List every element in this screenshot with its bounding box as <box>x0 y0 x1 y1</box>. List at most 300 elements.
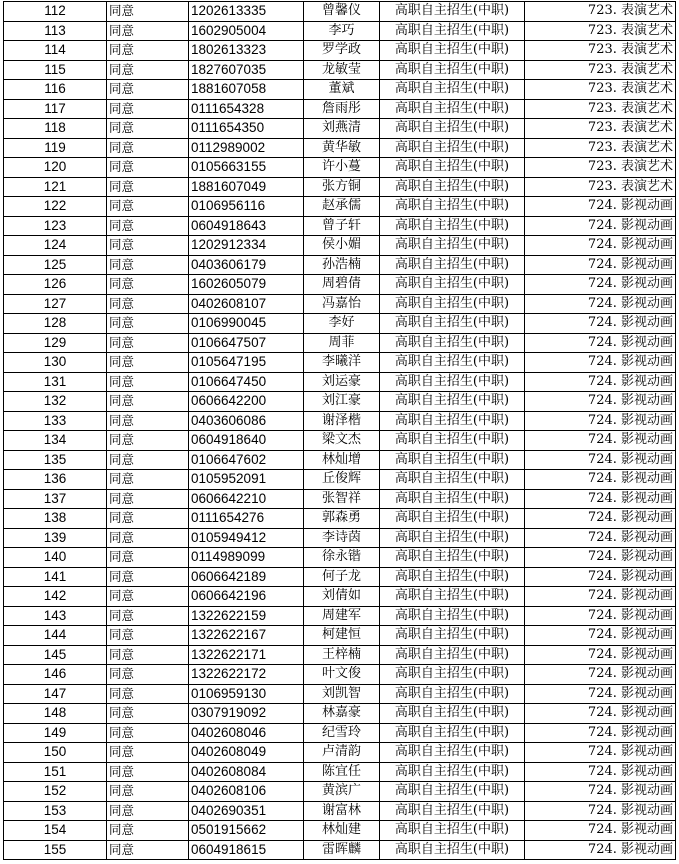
admission-category-cell: 高职自主招生(中职) <box>380 626 525 646</box>
approval-status-cell: 同意 <box>107 21 189 41</box>
table-row <box>4 782 676 802</box>
student-id-cell: 0402608049 <box>189 743 304 763</box>
row-number-cell: 114 <box>4 41 107 61</box>
table-row <box>4 353 676 373</box>
approval-status-cell: 同意 <box>107 99 189 119</box>
approval-status-cell: 同意 <box>107 392 189 412</box>
admission-category-cell: 高职自主招生(中职) <box>380 840 525 860</box>
row-number-cell: 118 <box>4 119 107 139</box>
admission-category-cell: 高职自主招生(中职) <box>380 294 525 314</box>
student-name-cell: 叶文俊 <box>304 665 380 685</box>
table-row <box>4 762 676 782</box>
student-id-cell: 0402608106 <box>189 782 304 802</box>
admission-category-cell: 高职自主招生(中职) <box>380 236 525 256</box>
student-name-cell: 赵承儒 <box>304 197 380 217</box>
admission-category-cell: 高职自主招生(中职) <box>380 567 525 587</box>
approval-status-cell: 同意 <box>107 762 189 782</box>
major-name-cell: 724. 影视动画 <box>525 392 676 412</box>
row-number-cell: 144 <box>4 626 107 646</box>
admission-category-cell: 高职自主招生(中职) <box>380 548 525 568</box>
admission-category-cell: 高职自主招生(中职) <box>380 606 525 626</box>
student-id-cell: 0106647602 <box>189 450 304 470</box>
row-number-cell: 130 <box>4 353 107 373</box>
row-number-cell: 119 <box>4 138 107 158</box>
major-name-cell: 724. 影视动画 <box>525 665 676 685</box>
student-name-cell: 刘运豪 <box>304 372 380 392</box>
student-id-cell: 1202912334 <box>189 236 304 256</box>
table-row <box>4 197 676 217</box>
major-name-cell: 724. 影视动画 <box>525 528 676 548</box>
student-id-cell: 0606642200 <box>189 392 304 412</box>
student-name-cell: 梁文杰 <box>304 431 380 451</box>
admission-category-cell: 高职自主招生(中职) <box>380 684 525 704</box>
row-number-cell: 155 <box>4 840 107 860</box>
table-row <box>4 411 676 431</box>
approval-status-cell: 同意 <box>107 275 189 295</box>
row-number-cell: 122 <box>4 197 107 217</box>
student-name-cell: 冯嘉怡 <box>304 294 380 314</box>
approval-status-cell: 同意 <box>107 333 189 353</box>
table-row <box>4 294 676 314</box>
student-id-cell: 0106647507 <box>189 333 304 353</box>
student-id-cell: 0106956116 <box>189 197 304 217</box>
row-number-cell: 150 <box>4 743 107 763</box>
row-number-cell: 135 <box>4 450 107 470</box>
approval-status-cell: 同意 <box>107 158 189 178</box>
student-name-cell: 许小蔓 <box>304 158 380 178</box>
major-name-cell: 724. 影视动画 <box>525 353 676 373</box>
student-name-cell: 张方铜 <box>304 177 380 197</box>
admission-category-cell: 高职自主招生(中职) <box>380 587 525 607</box>
table-row <box>4 158 676 178</box>
student-name-cell: 纪雪玲 <box>304 723 380 743</box>
student-id-cell: 0604918643 <box>189 216 304 236</box>
table-row <box>4 119 676 139</box>
table-row <box>4 372 676 392</box>
student-name-cell: 周碧倩 <box>304 275 380 295</box>
student-id-cell: 1322622171 <box>189 645 304 665</box>
table-row <box>4 489 676 509</box>
row-number-cell: 137 <box>4 489 107 509</box>
major-name-cell: 724. 影视动画 <box>525 294 676 314</box>
row-number-cell: 149 <box>4 723 107 743</box>
major-name-cell: 724. 影视动画 <box>525 216 676 236</box>
approval-status-cell: 同意 <box>107 821 189 841</box>
approval-status-cell: 同意 <box>107 548 189 568</box>
table-row <box>4 645 676 665</box>
admission-category-cell: 高职自主招生(中职) <box>380 80 525 100</box>
major-name-cell: 724. 影视动画 <box>525 275 676 295</box>
row-number-cell: 127 <box>4 294 107 314</box>
table-row <box>4 840 676 860</box>
admission-category-cell: 高职自主招生(中职) <box>380 138 525 158</box>
student-id-cell: 0402608046 <box>189 723 304 743</box>
admission-category-cell: 高职自主招生(中职) <box>380 60 525 80</box>
admission-category-cell: 高职自主招生(中职) <box>380 431 525 451</box>
row-number-cell: 124 <box>4 236 107 256</box>
student-id-cell: 1322622167 <box>189 626 304 646</box>
approval-status-cell: 同意 <box>107 138 189 158</box>
approval-status-cell: 同意 <box>107 587 189 607</box>
approval-status-cell: 同意 <box>107 60 189 80</box>
student-id-cell: 0106990045 <box>189 314 304 334</box>
approval-status-cell: 同意 <box>107 665 189 685</box>
student-id-cell: 1602905004 <box>189 21 304 41</box>
student-id-cell: 1827607035 <box>189 60 304 80</box>
approval-status-cell: 同意 <box>107 177 189 197</box>
table-row <box>4 587 676 607</box>
admission-category-cell: 高职自主招生(中职) <box>380 392 525 412</box>
approval-status-cell: 同意 <box>107 80 189 100</box>
admission-category-cell: 高职自主招生(中职) <box>380 158 525 178</box>
table-row <box>4 509 676 529</box>
approval-status-cell: 同意 <box>107 743 189 763</box>
table-row <box>4 567 676 587</box>
admission-category-cell: 高职自主招生(中职) <box>380 41 525 61</box>
table-row <box>4 138 676 158</box>
student-id-cell: 0403606086 <box>189 411 304 431</box>
admission-table-body <box>4 2 676 860</box>
student-id-cell: 0114989099 <box>189 548 304 568</box>
student-name-cell: 谢富林 <box>304 801 380 821</box>
admission-category-cell: 高职自主招生(中职) <box>380 353 525 373</box>
major-name-cell: 723. 表演艺术 <box>525 119 676 139</box>
student-id-cell: 0403606179 <box>189 255 304 275</box>
admission-category-cell: 高职自主招生(中职) <box>380 801 525 821</box>
admission-category-cell: 高职自主招生(中职) <box>380 665 525 685</box>
student-id-cell: 1881607058 <box>189 80 304 100</box>
student-name-cell: 林嘉豪 <box>304 704 380 724</box>
row-number-cell: 138 <box>4 509 107 529</box>
table-row <box>4 314 676 334</box>
major-name-cell: 724. 影视动画 <box>525 548 676 568</box>
admission-category-cell: 高职自主招生(中职) <box>380 372 525 392</box>
student-id-cell: 0105663155 <box>189 158 304 178</box>
major-name-cell: 723. 表演艺术 <box>525 177 676 197</box>
major-name-cell: 724. 影视动画 <box>525 801 676 821</box>
admission-category-cell: 高职自主招生(中职) <box>380 470 525 490</box>
row-number-cell: 132 <box>4 392 107 412</box>
student-name-cell: 郭森勇 <box>304 509 380 529</box>
major-name-cell: 723. 表演艺术 <box>525 60 676 80</box>
approval-status-cell: 同意 <box>107 567 189 587</box>
admission-category-cell: 高职自主招生(中职) <box>380 197 525 217</box>
row-number-cell: 116 <box>4 80 107 100</box>
major-name-cell: 723. 表演艺术 <box>525 80 676 100</box>
student-id-cell: 1322622172 <box>189 665 304 685</box>
major-name-cell: 724. 影视动画 <box>525 372 676 392</box>
approval-status-cell: 同意 <box>107 489 189 509</box>
row-number-cell: 147 <box>4 684 107 704</box>
row-number-cell: 148 <box>4 704 107 724</box>
approval-status-cell: 同意 <box>107 606 189 626</box>
row-number-cell: 152 <box>4 782 107 802</box>
approval-status-cell: 同意 <box>107 41 189 61</box>
student-name-cell: 龙敏莹 <box>304 60 380 80</box>
approval-status-cell: 同意 <box>107 197 189 217</box>
student-name-cell: 詹雨彤 <box>304 99 380 119</box>
admission-category-cell: 高职自主招生(中职) <box>380 821 525 841</box>
table-row <box>4 450 676 470</box>
student-id-cell: 0106959130 <box>189 684 304 704</box>
student-name-cell: 柯建恒 <box>304 626 380 646</box>
approval-status-cell: 同意 <box>107 626 189 646</box>
admission-category-cell: 高职自主招生(中职) <box>380 704 525 724</box>
admission-category-cell: 高职自主招生(中职) <box>380 762 525 782</box>
student-id-cell: 0604918615 <box>189 840 304 860</box>
row-number-cell: 151 <box>4 762 107 782</box>
table-row <box>4 528 676 548</box>
student-name-cell: 周建军 <box>304 606 380 626</box>
row-number-cell: 136 <box>4 470 107 490</box>
major-name-cell: 724. 影视动画 <box>525 509 676 529</box>
major-name-cell: 724. 影视动画 <box>525 314 676 334</box>
student-id-cell: 0112989002 <box>189 138 304 158</box>
approval-status-cell: 同意 <box>107 470 189 490</box>
student-name-cell: 侯小媚 <box>304 236 380 256</box>
student-name-cell: 黄滨广 <box>304 782 380 802</box>
admission-category-cell: 高职自主招生(中职) <box>380 743 525 763</box>
table-row <box>4 60 676 80</box>
student-name-cell: 徐永锴 <box>304 548 380 568</box>
approval-status-cell: 同意 <box>107 2 189 22</box>
approval-status-cell: 同意 <box>107 509 189 529</box>
student-name-cell: 王梓楠 <box>304 645 380 665</box>
student-name-cell: 谢泽楷 <box>304 411 380 431</box>
admission-category-cell: 高职自主招生(中职) <box>380 489 525 509</box>
major-name-cell: 724. 影视动画 <box>525 684 676 704</box>
row-number-cell: 146 <box>4 665 107 685</box>
row-number-cell: 134 <box>4 431 107 451</box>
major-name-cell: 724. 影视动画 <box>525 587 676 607</box>
approval-status-cell: 同意 <box>107 255 189 275</box>
student-name-cell: 陈宜任 <box>304 762 380 782</box>
student-name-cell: 林灿建 <box>304 821 380 841</box>
student-id-cell: 0606642189 <box>189 567 304 587</box>
student-name-cell: 刘凯智 <box>304 684 380 704</box>
student-id-cell: 0105949412 <box>189 528 304 548</box>
student-name-cell: 刘燕清 <box>304 119 380 139</box>
student-id-cell: 1802613323 <box>189 41 304 61</box>
approval-status-cell: 同意 <box>107 353 189 373</box>
admission-category-cell: 高职自主招生(中职) <box>380 216 525 236</box>
major-name-cell: 723. 表演艺术 <box>525 138 676 158</box>
row-number-cell: 133 <box>4 411 107 431</box>
approval-status-cell: 同意 <box>107 723 189 743</box>
student-id-cell: 0111654350 <box>189 119 304 139</box>
student-name-cell: 周菲 <box>304 333 380 353</box>
row-number-cell: 125 <box>4 255 107 275</box>
approval-status-cell: 同意 <box>107 840 189 860</box>
student-id-cell: 1202613335 <box>189 2 304 22</box>
major-name-cell: 724. 影视动画 <box>525 626 676 646</box>
approval-status-cell: 同意 <box>107 236 189 256</box>
table-row <box>4 333 676 353</box>
table-row <box>4 704 676 724</box>
major-name-cell: 724. 影视动画 <box>525 431 676 451</box>
admission-category-cell: 高职自主招生(中职) <box>380 333 525 353</box>
table-row <box>4 665 676 685</box>
student-id-cell: 0501915662 <box>189 821 304 841</box>
row-number-cell: 115 <box>4 60 107 80</box>
table-row <box>4 275 676 295</box>
admission-category-cell: 高职自主招生(中职) <box>380 645 525 665</box>
row-number-cell: 112 <box>4 2 107 22</box>
major-name-cell: 724. 影视动画 <box>525 236 676 256</box>
admission-category-cell: 高职自主招生(中职) <box>380 723 525 743</box>
row-number-cell: 141 <box>4 567 107 587</box>
student-name-cell: 李好 <box>304 314 380 334</box>
major-name-cell: 724. 影视动画 <box>525 255 676 275</box>
major-name-cell: 724. 影视动画 <box>525 470 676 490</box>
admission-category-cell: 高职自主招生(中职) <box>380 450 525 470</box>
approval-status-cell: 同意 <box>107 411 189 431</box>
student-id-cell: 0606642210 <box>189 489 304 509</box>
admission-category-cell: 高职自主招生(中职) <box>380 411 525 431</box>
student-id-cell: 0402608084 <box>189 762 304 782</box>
major-name-cell: 724. 影视动画 <box>525 411 676 431</box>
admission-category-cell: 高职自主招生(中职) <box>380 255 525 275</box>
table-row <box>4 216 676 236</box>
table-row <box>4 2 676 22</box>
table-row <box>4 821 676 841</box>
student-name-cell: 刘倩如 <box>304 587 380 607</box>
approval-status-cell: 同意 <box>107 704 189 724</box>
student-id-cell: 0111654328 <box>189 99 304 119</box>
approval-status-cell: 同意 <box>107 372 189 392</box>
row-number-cell: 131 <box>4 372 107 392</box>
student-name-cell: 董斌 <box>304 80 380 100</box>
row-number-cell: 126 <box>4 275 107 295</box>
table-row <box>4 41 676 61</box>
admission-category-cell: 高职自主招生(中职) <box>380 528 525 548</box>
approval-status-cell: 同意 <box>107 216 189 236</box>
major-name-cell: 723. 表演艺术 <box>525 2 676 22</box>
student-id-cell: 0106647450 <box>189 372 304 392</box>
admission-category-cell: 高职自主招生(中职) <box>380 509 525 529</box>
admission-category-cell: 高职自主招生(中职) <box>380 782 525 802</box>
row-number-cell: 143 <box>4 606 107 626</box>
student-name-cell: 刘江豪 <box>304 392 380 412</box>
approval-status-cell: 同意 <box>107 314 189 334</box>
row-number-cell: 120 <box>4 158 107 178</box>
table-row <box>4 684 676 704</box>
student-name-cell: 李巧 <box>304 21 380 41</box>
major-name-cell: 724. 影视动画 <box>525 567 676 587</box>
table-row <box>4 606 676 626</box>
approval-status-cell: 同意 <box>107 684 189 704</box>
student-name-cell: 李诗茵 <box>304 528 380 548</box>
student-name-cell: 孙浩楠 <box>304 255 380 275</box>
student-id-cell: 0307919092 <box>189 704 304 724</box>
table-row <box>4 743 676 763</box>
row-number-cell: 128 <box>4 314 107 334</box>
admission-category-cell: 高职自主招生(中职) <box>380 275 525 295</box>
approval-status-cell: 同意 <box>107 801 189 821</box>
major-name-cell: 723. 表演艺术 <box>525 21 676 41</box>
table-row <box>4 236 676 256</box>
student-name-cell: 林灿增 <box>304 450 380 470</box>
admission-category-cell: 高职自主招生(中职) <box>380 119 525 139</box>
student-name-cell: 李曦洋 <box>304 353 380 373</box>
table-row <box>4 392 676 412</box>
major-name-cell: 724. 影视动画 <box>525 743 676 763</box>
admission-category-cell: 高职自主招生(中职) <box>380 177 525 197</box>
major-name-cell: 723. 表演艺术 <box>525 99 676 119</box>
student-id-cell: 0105952091 <box>189 470 304 490</box>
row-number-cell: 129 <box>4 333 107 353</box>
row-number-cell: 145 <box>4 645 107 665</box>
row-number-cell: 123 <box>4 216 107 236</box>
row-number-cell: 121 <box>4 177 107 197</box>
admission-category-cell: 高职自主招生(中职) <box>380 21 525 41</box>
major-name-cell: 724. 影视动画 <box>525 333 676 353</box>
student-id-cell: 0606642196 <box>189 587 304 607</box>
major-name-cell: 723. 表演艺术 <box>525 158 676 178</box>
student-id-cell: 0604918640 <box>189 431 304 451</box>
table-row <box>4 723 676 743</box>
major-name-cell: 724. 影视动画 <box>525 645 676 665</box>
admission-category-cell: 高职自主招生(中职) <box>380 2 525 22</box>
row-number-cell: 117 <box>4 99 107 119</box>
table-row <box>4 99 676 119</box>
approval-status-cell: 同意 <box>107 294 189 314</box>
student-name-cell: 卢清韵 <box>304 743 380 763</box>
student-id-cell: 0402690351 <box>189 801 304 821</box>
student-name-cell: 黄华敏 <box>304 138 380 158</box>
approval-status-cell: 同意 <box>107 645 189 665</box>
row-number-cell: 113 <box>4 21 107 41</box>
student-id-cell: 1322622159 <box>189 606 304 626</box>
table-row <box>4 80 676 100</box>
major-name-cell: 724. 影视动画 <box>525 840 676 860</box>
approval-status-cell: 同意 <box>107 782 189 802</box>
major-name-cell: 724. 影视动画 <box>525 450 676 470</box>
table-row <box>4 801 676 821</box>
admission-category-cell: 高职自主招生(中职) <box>380 99 525 119</box>
row-number-cell: 142 <box>4 587 107 607</box>
major-name-cell: 724. 影视动画 <box>525 704 676 724</box>
student-name-cell: 何子龙 <box>304 567 380 587</box>
row-number-cell: 153 <box>4 801 107 821</box>
table-row <box>4 21 676 41</box>
student-name-cell: 丘俊辉 <box>304 470 380 490</box>
approval-status-cell: 同意 <box>107 431 189 451</box>
student-id-cell: 0105647195 <box>189 353 304 373</box>
major-name-cell: 724. 影视动画 <box>525 762 676 782</box>
student-id-cell: 0111654276 <box>189 509 304 529</box>
table-row <box>4 431 676 451</box>
row-number-cell: 154 <box>4 821 107 841</box>
major-name-cell: 723. 表演艺术 <box>525 41 676 61</box>
student-name-cell: 罗学政 <box>304 41 380 61</box>
student-id-cell: 1881607049 <box>189 177 304 197</box>
major-name-cell: 724. 影视动画 <box>525 821 676 841</box>
major-name-cell: 724. 影视动画 <box>525 489 676 509</box>
table-row <box>4 255 676 275</box>
major-name-cell: 724. 影视动画 <box>525 197 676 217</box>
student-name-cell: 曾馨仪 <box>304 2 380 22</box>
student-name-cell: 张智祥 <box>304 489 380 509</box>
row-number-cell: 140 <box>4 548 107 568</box>
admission-category-cell: 高职自主招生(中职) <box>380 314 525 334</box>
major-name-cell: 724. 影视动画 <box>525 606 676 626</box>
approval-status-cell: 同意 <box>107 119 189 139</box>
table-row <box>4 626 676 646</box>
table-row <box>4 548 676 568</box>
approval-status-cell: 同意 <box>107 528 189 548</box>
table-row <box>4 470 676 490</box>
